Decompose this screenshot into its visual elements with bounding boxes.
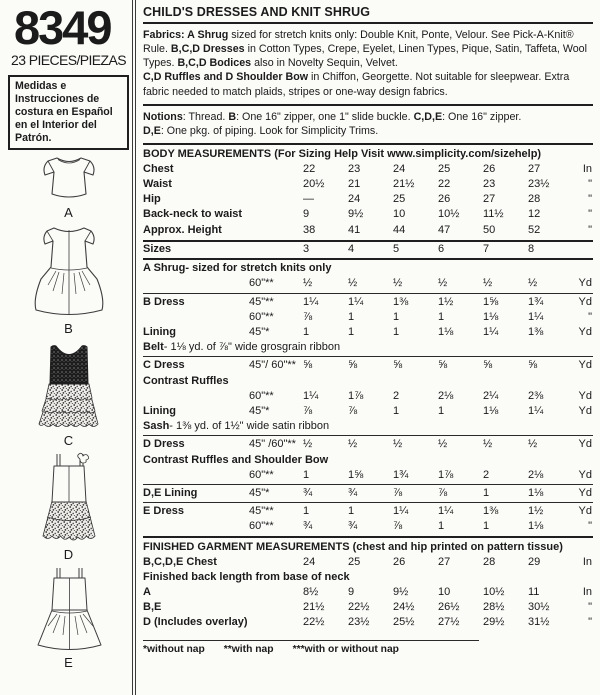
table-row xyxy=(143,177,593,192)
bold-text: Notions xyxy=(143,110,183,123)
unit-label: " xyxy=(588,601,592,614)
table-row xyxy=(143,276,593,291)
view-a-figure xyxy=(31,153,107,220)
bold-text: C,D Ruffles and D Shoulder Bow xyxy=(143,71,309,84)
cell-value: 12 xyxy=(528,208,541,221)
view-c-figure xyxy=(25,339,113,448)
unit-label: In xyxy=(582,162,592,175)
cell-value: 27½ xyxy=(438,616,460,629)
fabric-width-spec: 45"* xyxy=(249,325,270,338)
text: sized for stretch knits only: Double Knit, Ponte, Velour. See Pick-A-Knit® Rule. xyxy=(143,29,574,56)
cell-value: 1 xyxy=(303,468,310,481)
cell-value: 11 xyxy=(528,585,540,598)
cell-value: 2¼ xyxy=(483,389,499,402)
view-d-figure xyxy=(27,451,111,562)
unit-label: Yd xyxy=(578,505,592,518)
view-e-label: E xyxy=(64,654,73,670)
cell-value: 1 xyxy=(438,520,445,533)
cell-value: 21½ xyxy=(393,178,415,191)
right-column xyxy=(135,0,600,695)
unit-label: " xyxy=(588,223,592,236)
trim-note xyxy=(143,419,593,434)
cell-value: 23½ xyxy=(528,178,550,191)
footnote-divider xyxy=(143,640,479,641)
view-b-figure xyxy=(21,223,117,336)
bold-text: D,E xyxy=(143,124,161,137)
view-a-label: A xyxy=(64,204,73,220)
cell-value: 2⅛ xyxy=(438,389,454,402)
cell-value: 29½ xyxy=(483,616,505,629)
cell-value: 2 xyxy=(483,468,490,481)
notions-paragraph xyxy=(143,110,593,138)
shrug-drawing xyxy=(31,153,107,205)
unit-label: In xyxy=(582,585,592,598)
cell-value: 9 xyxy=(303,208,310,221)
cell-value: 24 xyxy=(393,162,406,175)
text: - 1⅛ yd. of ⅞" wide grosgrain ribbon xyxy=(163,341,341,354)
cell-value: 26 xyxy=(483,162,496,175)
cell-value: 28 xyxy=(483,555,496,568)
cell-value: ¾ xyxy=(348,520,358,533)
cell-value: 21 xyxy=(348,178,361,191)
cell-value: 1¾ xyxy=(393,468,409,481)
cell-value: 8 xyxy=(528,242,535,255)
footnote-item: **with nap xyxy=(223,643,274,655)
table-row xyxy=(143,600,593,615)
cell-value: ½ xyxy=(483,438,493,451)
divider xyxy=(143,536,593,538)
row-label: D (Includes overlay) xyxy=(143,616,248,629)
cell-value: 50 xyxy=(483,223,496,236)
unit-label: " xyxy=(588,193,592,206)
text: in Cotton Types, Crepe, Eyelet, Linen Types, Pique, Satin, Taffeta, Wool Types. xyxy=(143,43,587,70)
row-label: D,E Lining xyxy=(143,486,198,499)
cell-value: 2 xyxy=(393,389,400,402)
cell-value: 31½ xyxy=(528,616,550,629)
table-row xyxy=(143,192,593,207)
cell-value: 10½ xyxy=(438,208,460,221)
table-row xyxy=(143,358,593,373)
cell-value: ¾ xyxy=(348,486,358,499)
cell-value: ⅞ xyxy=(303,404,313,417)
cell-value: ¾ xyxy=(303,520,313,533)
cell-value: 5 xyxy=(393,242,400,255)
section-divider xyxy=(143,356,593,357)
unit-label: Yd xyxy=(578,295,592,308)
table-subheader: Contrast Ruffles xyxy=(143,374,229,387)
cell-value: 1⅞ xyxy=(348,389,364,402)
cell-value: 1¼ xyxy=(483,325,499,338)
cell-value: 1 xyxy=(303,325,310,338)
cell-value: ⅞ xyxy=(393,520,403,533)
cell-value: 1⅛ xyxy=(438,325,454,338)
section-divider xyxy=(143,435,593,436)
cell-value: ½ xyxy=(438,277,448,290)
footnote-item: *without nap xyxy=(143,643,205,655)
cell-value: 27 xyxy=(438,555,451,568)
bold-text: B,C,D Bodices xyxy=(177,57,252,70)
table-row xyxy=(143,389,593,404)
cell-value: ½ xyxy=(528,438,538,451)
table-row xyxy=(143,615,593,630)
body-measurements-header: BODY MEASUREMENTS (For Sizing Help Visit www.simplicity.com/sizehelp) xyxy=(143,147,542,160)
cell-value: 20½ xyxy=(303,178,325,191)
footnote-item: ***with or without nap xyxy=(292,643,399,655)
unit-label: Yd xyxy=(578,438,592,451)
cell-value: 1¼ xyxy=(303,389,319,402)
cell-value: 1 xyxy=(393,325,400,338)
bold-text: C,D,E xyxy=(413,110,443,123)
cell-value: 1½ xyxy=(528,505,544,518)
text: : One pkg. of piping. Look for Simplicity Trims. xyxy=(160,124,379,137)
cell-value: 1⅛ xyxy=(483,404,499,417)
fabric-width-spec: 60"** xyxy=(249,277,274,290)
finished-measurements-table xyxy=(143,555,593,631)
unit-label: " xyxy=(588,520,592,533)
cell-value: 25 xyxy=(438,162,451,175)
cell-value: 1 xyxy=(438,310,445,323)
cell-value: 26½ xyxy=(438,601,460,614)
row-label xyxy=(143,519,249,534)
unit-label: Yd xyxy=(578,468,592,481)
cell-value: 3 xyxy=(303,242,310,255)
unit-label: Yd xyxy=(578,404,592,417)
fabric-width-spec: 45"* xyxy=(249,486,270,499)
row-label: Approx. Height xyxy=(143,223,222,236)
row-label: B,E xyxy=(143,601,162,614)
unit-label: Yd xyxy=(578,325,592,338)
cell-value: 1¼ xyxy=(528,404,544,417)
cell-value: 1¼ xyxy=(303,295,319,308)
cell-value: 9 xyxy=(348,585,355,598)
pieces-count: 23 PIECES/PIEZAS xyxy=(11,52,126,68)
cell-value: ⅝ xyxy=(483,359,493,372)
cell-value: 24 xyxy=(303,555,316,568)
cell-value: 1⅝ xyxy=(348,468,364,481)
cell-value: ⅞ xyxy=(393,486,403,499)
dress-c-drawing xyxy=(25,339,113,433)
cell-value: 10½ xyxy=(483,585,505,598)
row-label xyxy=(143,389,249,404)
view-c-label: C xyxy=(63,432,74,448)
page-title: CHILD'S DRESSES AND KNIT SHRUG xyxy=(143,5,593,24)
section-divider xyxy=(143,484,593,485)
cell-value: 9½ xyxy=(348,208,364,221)
cell-value: 28 xyxy=(528,193,541,206)
finished-measurements-header: FINISHED GARMENT MEASUREMENTS (chest and hip printed on pattern tissue) xyxy=(143,540,563,553)
table-row xyxy=(143,486,593,501)
fabric-width-spec: 45"** xyxy=(249,505,274,518)
cell-value: 27 xyxy=(483,193,496,206)
row-label: C Dress xyxy=(143,359,185,372)
cell-value: 1⅛ xyxy=(528,486,544,499)
table-row xyxy=(143,162,593,177)
cell-value: 2⅜ xyxy=(528,389,544,402)
cell-value: 1 xyxy=(303,505,310,518)
cell-value: ⅞ xyxy=(348,404,358,417)
cell-value: 29 xyxy=(528,555,541,568)
trim-note xyxy=(143,340,593,355)
cell-value: 38 xyxy=(303,223,316,236)
unit-label: Yd xyxy=(578,486,592,499)
table-row xyxy=(143,242,593,257)
text: : One 16" zipper, one 1" slide buckle. xyxy=(236,110,414,123)
cell-value: 25½ xyxy=(393,616,415,629)
text: also in Novelty Sequin, Velvet. xyxy=(251,57,398,70)
cell-value: 22 xyxy=(438,178,451,191)
cell-value: 10 xyxy=(393,208,406,221)
cell-value: 22½ xyxy=(303,616,325,629)
row-label: A xyxy=(143,585,151,598)
divider xyxy=(143,258,593,260)
cell-value: 24½ xyxy=(393,601,415,614)
fabric-width-spec: 60"** xyxy=(249,520,274,533)
unit-label: Yd xyxy=(578,359,592,372)
cell-value: 1 xyxy=(438,404,445,417)
row-label: D Dress xyxy=(143,438,185,451)
body-measurements-table xyxy=(143,162,593,238)
cell-value: ½ xyxy=(348,277,358,290)
cell-value: 6 xyxy=(438,242,445,255)
row-label: Back-neck to waist xyxy=(143,208,243,221)
cell-value: 10 xyxy=(438,585,451,598)
cell-value: 27 xyxy=(528,162,541,175)
table-row xyxy=(143,207,593,222)
unit-label: " xyxy=(588,310,592,323)
cell-value: 26 xyxy=(438,193,451,206)
section-divider xyxy=(143,293,593,294)
cell-value: 30½ xyxy=(528,601,550,614)
cell-value: 1 xyxy=(483,520,490,533)
table-row xyxy=(143,504,593,519)
table-row xyxy=(143,223,593,238)
cell-value: 24 xyxy=(348,193,361,206)
cell-value: 1⅛ xyxy=(528,520,544,533)
cell-value: 22½ xyxy=(348,601,370,614)
cell-value: 47 xyxy=(438,223,451,236)
cell-value: 23½ xyxy=(348,616,370,629)
unit-label: " xyxy=(588,616,592,629)
cell-value: ⅝ xyxy=(528,359,538,372)
cell-value: 1 xyxy=(393,310,400,323)
cell-value: 1 xyxy=(483,486,490,499)
bold-text: Sash xyxy=(143,420,170,433)
cell-value: ½ xyxy=(483,277,493,290)
cell-value: 1⅜ xyxy=(528,325,544,338)
table-row xyxy=(143,310,593,325)
cell-value: 23 xyxy=(483,178,496,191)
cell-value: 26 xyxy=(393,555,406,568)
cell-value: ⅞ xyxy=(438,486,448,499)
cell-value: ⅝ xyxy=(438,359,448,372)
view-e-figure xyxy=(21,565,117,670)
cell-value: 1⅞ xyxy=(438,468,454,481)
row-label: Sizes xyxy=(143,242,172,255)
cell-value: ⅞ xyxy=(303,310,313,323)
unit-label: In xyxy=(582,555,592,568)
fabrics-paragraph xyxy=(143,28,593,99)
bold-text: B xyxy=(228,110,237,123)
bold-text: Belt xyxy=(143,341,164,354)
cell-value: 1 xyxy=(348,310,355,323)
cell-value: 1 xyxy=(393,404,400,417)
cell-value: ⅝ xyxy=(303,359,313,372)
text: - 1⅜ yd. of 1½" wide satin ribbon xyxy=(169,420,330,433)
row-label: Chest xyxy=(143,162,174,175)
section-divider xyxy=(143,502,593,503)
cell-value: 1¼ xyxy=(528,310,544,323)
table-row xyxy=(143,585,593,600)
cell-value: — xyxy=(303,193,314,206)
unit-label: Yd xyxy=(578,389,592,402)
row-label: B Dress xyxy=(143,295,185,308)
table-row xyxy=(143,437,593,452)
text: : Thread. xyxy=(182,110,229,123)
cell-value: 1 xyxy=(348,505,355,518)
cell-value: 1¼ xyxy=(348,295,364,308)
row-label: E Dress xyxy=(143,505,184,518)
cell-value: 1⅜ xyxy=(483,505,499,518)
table-row xyxy=(143,555,593,570)
cell-value: 41 xyxy=(348,223,361,236)
divider xyxy=(143,104,593,106)
cell-value: 44 xyxy=(393,223,406,236)
dress-b-drawing xyxy=(21,223,117,321)
cell-value: 28½ xyxy=(483,601,505,614)
fabric-width-spec: 45"** xyxy=(249,295,274,308)
table-row xyxy=(143,519,593,534)
cell-value: ½ xyxy=(528,277,538,290)
cell-value: ⅝ xyxy=(348,359,358,372)
table-subheader: Finished back length from base of neck xyxy=(143,570,350,583)
cell-value: 1½ xyxy=(438,295,454,308)
cell-value: 8½ xyxy=(303,585,319,598)
cell-value: ¾ xyxy=(303,486,313,499)
unit-label: " xyxy=(588,178,592,191)
fabric-width-spec: 45"/ 60"** xyxy=(249,359,296,372)
fabric-width-spec: 45" /60"** xyxy=(249,438,296,451)
footnotes xyxy=(143,644,593,655)
row-label: Lining xyxy=(143,325,176,338)
cell-value: 1⅛ xyxy=(483,310,499,323)
unit-label: Yd xyxy=(578,277,592,290)
unit-label: " xyxy=(588,208,592,221)
cell-value: 11½ xyxy=(483,208,504,221)
spanish-instructions-box: Medidas e Instrucciones de costura en Español en el Interior del Patrón. xyxy=(8,75,129,150)
cell-value: ½ xyxy=(303,277,313,290)
divider xyxy=(143,143,593,145)
pattern-number: 8349 xyxy=(14,1,111,54)
table-row xyxy=(143,325,593,340)
row-label: Waist xyxy=(143,178,172,191)
bold-text: B,C,D Dresses xyxy=(170,43,245,56)
cell-value: ½ xyxy=(393,438,403,451)
row-label: Lining xyxy=(143,404,176,417)
row-label xyxy=(143,310,249,325)
text: in Chiffon, Georgette. Not suitable for sleepwear. Extra fabric needed to match plaids, stripes or one-way design fabrics. xyxy=(143,71,570,98)
cell-value: 1¼ xyxy=(393,505,409,518)
unit-label xyxy=(573,242,593,257)
dress-e-drawing xyxy=(21,565,117,655)
fabric-width-spec: 45"* xyxy=(249,404,270,417)
cell-value: 22 xyxy=(303,162,316,175)
text: : One 16" zipper. xyxy=(442,110,522,123)
yardage-section-header: A Shrug- sized for stretch knits only xyxy=(143,262,332,275)
fabric-width-spec: 60"** xyxy=(249,389,274,402)
sizes-row xyxy=(143,242,593,257)
cell-value: 1⅝ xyxy=(483,295,499,308)
table-row xyxy=(143,295,593,310)
bold-text: Fabrics: A Shrug xyxy=(143,29,229,41)
fabric-width-spec: 60"** xyxy=(249,468,274,481)
cell-value: 1 xyxy=(348,325,355,338)
table-row xyxy=(143,404,593,419)
view-b-label: B xyxy=(64,320,73,336)
dress-d-drawing xyxy=(27,451,111,547)
cell-value: 2⅛ xyxy=(528,468,544,481)
cell-value: 4 xyxy=(348,242,355,255)
cell-value: ½ xyxy=(348,438,358,451)
row-label xyxy=(143,468,249,483)
row-label: B,C,D,E Chest xyxy=(143,555,217,568)
cell-value: ½ xyxy=(393,277,403,290)
cell-value: 9½ xyxy=(393,585,409,598)
cell-value: 21½ xyxy=(303,601,325,614)
cell-value: 52 xyxy=(528,223,541,236)
table-subheader: Contrast Ruffles and Shoulder Bow xyxy=(143,453,329,466)
cell-value: 23 xyxy=(348,162,361,175)
view-d-label: D xyxy=(63,546,74,562)
table-row xyxy=(143,468,593,483)
cell-value: 1⅜ xyxy=(393,295,409,308)
cell-value: 1¼ xyxy=(438,505,454,518)
left-column xyxy=(0,0,133,695)
cell-value: 25 xyxy=(393,193,406,206)
cell-value: ½ xyxy=(438,438,448,451)
cell-value: 25 xyxy=(348,555,361,568)
cell-value: ½ xyxy=(303,438,313,451)
row-label xyxy=(143,276,249,291)
cell-value: ⅝ xyxy=(393,359,403,372)
fabric-width-spec: 60"** xyxy=(249,310,274,323)
cell-value: 1¾ xyxy=(528,295,544,308)
row-label: Hip xyxy=(143,193,161,206)
yardage-table xyxy=(143,261,593,534)
cell-value: 7 xyxy=(483,242,490,255)
